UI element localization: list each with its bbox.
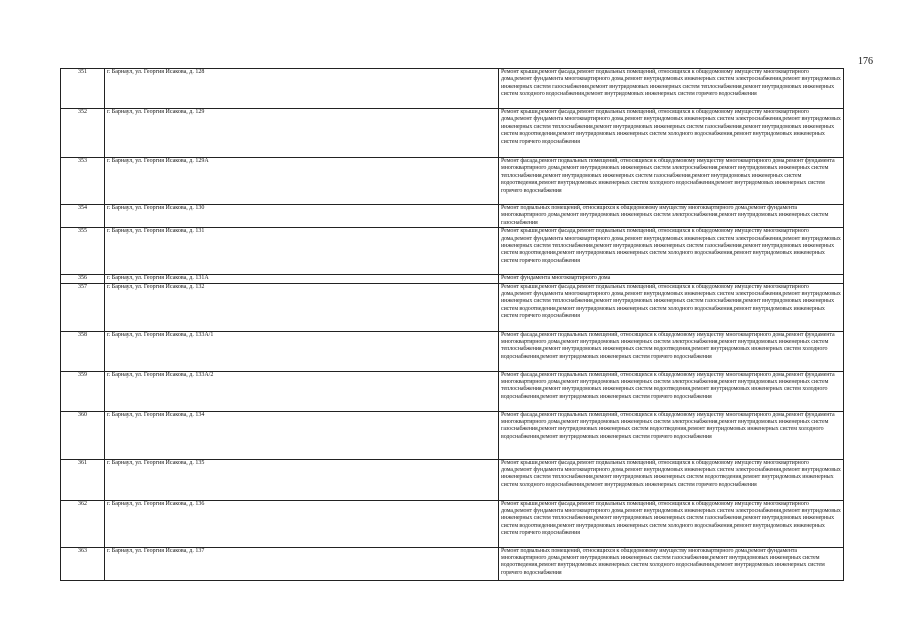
row-number: 359 [61,371,105,411]
row-works: Ремонт подвальных помещений, относящихся к общедомовому имуществу многоквартирного дома,ремонт фундамента многоквартирного дома,ремонт внутридомовых инженерных систем газоснабжения,ремонт внутридомовых инженерных систем водоотведения,ремонт внутридомовых инженерных систем холодного водоснабжения,ремонт внутридомовых инженерных систем горячего водоснабжения [499,547,844,580]
table-row [61,500,844,547]
row-number: 356 [61,275,105,283]
row-address: г. Барнаул, ул. Георгия Исакова, д. 128 [105,69,499,109]
row-works: Ремонт крыши,ремонт фасада,ремонт подвальных помещений, относящихся к общедомовому имуществу многоквартирного дома,ремонт фундамента многоквартирного дома,ремонт внутридомовых инженерных систем электроснабжения,ремонт внутридомовых инженерных систем теплоснабжения,ремонт внутридомовых инженерных систем газоснабжения,ремонт внутридомовых инженерных систем водоотведения,ремонт внутридомовых инженерных систем холодного водоснабжения,ремонт внутридомовых инженерных систем горячего водоснабжения [499,109,844,158]
table-row [61,411,844,459]
table-row [61,228,844,275]
buildings-table [60,68,844,581]
row-works: Ремонт подвальных помещений, относящихся к общедомовому имуществу многоквартирного дома,ремонт фундамента многоквартирного дома,ремонт внутридомовых инженерных систем электроснабжения,ремонт внутридомовых инженерных систем газоснабжения [499,205,844,228]
row-address: г. Барнаул, ул. Георгия Исакова, д. 132 [105,283,499,331]
row-number: 362 [61,500,105,547]
row-works: Ремонт крыши,ремонт фасада,ремонт подвальных помещений, относящихся к общедомовому имуществу многоквартирного дома,ремонт фундамента многоквартирного дома,ремонт внутридомовых инженерных систем электроснабжения,ремонт внутридомовых инженерных систем теплоснабжения,ремонт внутридомовых инженерных систем газоснабжения,ремонт внутридомовых инженерных систем водоотведения,ремонт внутридомовых инженерных систем холодного водоснабжения,ремонт внутридомовых инженерных систем горячего водоснабжения [499,283,844,331]
row-address: г. Барнаул, ул. Георгия Исакова, д. 129 [105,109,499,158]
row-number: 363 [61,547,105,580]
table-row [61,547,844,580]
row-works: Ремонт крыши,ремонт фасада,ремонт подвальных помещений, относящихся к общедомовому имуществу многоквартирного дома,ремонт фундамента многоквартирного дома,ремонт внутридомовых инженерных систем электроснабжения,ремонт внутридомовых инженерных систем теплоснабжения,ремонт внутридомовых инженерных систем газоснабжения,ремонт внутридомовых инженерных систем водоотведения,ремонт внутридомовых инженерных систем холодного водоснабжения,ремонт внутридомовых инженерных систем горячего водоснабжения [499,228,844,275]
row-works: Ремонт крыши,ремонт фасада,ремонт подвальных помещений, относящихся к общедомовому имуществу многоквартирного дома,ремонт фундамента многоквартирного дома,ремонт внутридомовых инженерных систем электроснабжения,ремонт внутридомовых инженерных систем теплоснабжения,ремонт внутридомовых инженерных систем газоснабжения,ремонт внутридомовых инженерных систем водоотведения,ремонт внутридомовых инженерных систем холодного водоснабжения,ремонт внутридомовых инженерных систем горячего водоснабжения [499,500,844,547]
row-number: 360 [61,411,105,459]
row-works: Ремонт фасада,ремонт подвальных помещений, относящихся к общедомовому имуществу многоквартирного дома,ремонт фундамента многоквартирного дома,ремонт внутридомовых инженерных систем электроснабжения,ремонт внутридомовых инженерных систем теплоснабжения,ремонт внутридомовых инженерных систем газоснабжения,ремонт внутридомовых инженерных систем водоотведения,ремонт внутридомовых инженерных систем холодного водоснабжения,ремонт внутридомовых инженерных систем горячего водоснабжения [499,158,844,205]
row-address: г. Барнаул, ул. Георгия Исакова, д. 134 [105,411,499,459]
table-row [61,459,844,500]
row-number: 361 [61,459,105,500]
page-number: 176 [858,56,873,67]
row-address: г. Барнаул, ул. Георгия Исакова, д. 136 [105,500,499,547]
row-number: 352 [61,109,105,158]
row-number: 355 [61,228,105,275]
table-row [61,275,844,283]
row-works: Ремонт фасада,ремонт подвальных помещений, относящихся к общедомовому имуществу многоквартирного дома,ремонт фундамента многоквартирного дома,ремонт внутридомовых инженерных систем электроснабжения,ремонт внутридомовых инженерных систем теплоснабжения,ремонт внутридомовых инженерных систем водоотведения,ремонт внутридомовых инженерных систем холодного водоснабжения,ремонт внутридомовых инженерных систем горячего водоснабжения [499,331,844,371]
table-row [61,109,844,158]
row-address: г. Барнаул, ул. Георгия Исакова, д. 131 [105,228,499,275]
row-address: г. Барнаул, ул. Георгия Исакова, д. 129А [105,158,499,205]
table-row [61,371,844,411]
row-works: Ремонт крыши,ремонт фасада,ремонт подвальных помещений, относящихся к общедомовому имуществу многоквартирного дома,ремонт фундамента многоквартирного дома,ремонт внутридомовых инженерных систем электроснабжения,ремонт внутридомовых инженерных систем газоснабжения,ремонт внутридомовых инженерных систем теплоснабжения,ремонт внутридомовых инженерных систем холодного водоснабжения,ремонт внутридомовых инженерных систем горячего водоснабжения [499,69,844,109]
row-address: г. Барнаул, ул. Георгия Исакова, д. 130 [105,205,499,228]
table-row [61,205,844,228]
table-row [61,283,844,331]
row-number: 353 [61,158,105,205]
row-address: г. Барнаул, ул. Георгия Исакова, д. 137 [105,547,499,580]
row-address: г. Барнаул, ул. Георгия Исакова, д. 135 [105,459,499,500]
row-address: г. Барнаул, ул. Георгия Исакова, д. 133А/1 [105,331,499,371]
row-number: 357 [61,283,105,331]
row-number: 354 [61,205,105,228]
row-works: Ремонт фасада,ремонт подвальных помещений, относящихся к общедомовому имуществу многоквартирного дома,ремонт фундамента многоквартирного дома,ремонт внутридомовых инженерных систем электроснабжения,ремонт внутридомовых инженерных систем газоснабжения,ремонт внутридомовых инженерных систем водоотведения,ремонт внутридомовых инженерных систем холодного водоснабжения,ремонт внутридомовых инженерных систем горячего водоснабжения [499,411,844,459]
row-works: Ремонт фасада,ремонт подвальных помещений, относящихся к общедомовому имуществу многоквартирного дома,ремонт фундамента многоквартирного дома,ремонт внутридомовых инженерных систем электроснабжения,ремонт внутридомовых инженерных систем теплоснабжения,ремонт внутридомовых инженерных систем водоотведения,ремонт внутридомовых инженерных систем холодного водоснабжения,ремонт внутридомовых инженерных систем горячего водоснабжения [499,371,844,411]
table-row [61,69,844,109]
row-address: г. Барнаул, ул. Георгия Исакова, д. 131А [105,275,499,283]
table-row [61,158,844,205]
row-address: г. Барнаул, ул. Георгия Исакова, д. 133А/2 [105,371,499,411]
table-row [61,331,844,371]
row-works: Ремонт крыши,ремонт фасада,ремонт подвальных помещений, относящихся к общедомовому имуществу многоквартирного дома,ремонт фундамента многоквартирного дома,ремонт внутридомовых инженерных систем электроснабжения,ремонт внутридомовых инженерных систем теплоснабжения,ремонт внутридомовых инженерных систем водоотведения,ремонт внутридомовых инженерных систем холодного водоснабжения,ремонт внутридомовых инженерных систем горячего водоснабжения [499,459,844,500]
row-works: Ремонт фундамента многоквартирного дома [499,275,844,283]
row-number: 351 [61,69,105,109]
row-number: 358 [61,331,105,371]
